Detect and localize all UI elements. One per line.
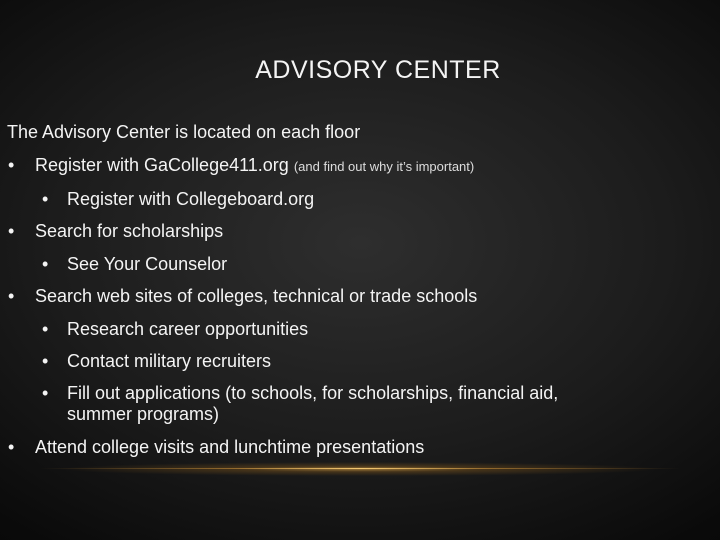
list-item [42, 351, 271, 372]
bullet-icon: • [42, 254, 49, 274]
bullet-icon: • [42, 319, 49, 339]
list-item [8, 286, 477, 307]
item-text: Research career opportunities [67, 319, 309, 339]
intro-text: The Advisory Center is located on each floor [7, 122, 361, 142]
list-item [8, 155, 474, 177]
list-item [42, 383, 558, 425]
bullet-icon: • [42, 383, 49, 403]
list-item [42, 319, 308, 340]
item-text: See Your Counselor [67, 254, 228, 274]
decorative-glow [60, 462, 660, 476]
list-item [8, 437, 424, 458]
bullet-icon: • [8, 155, 15, 175]
bullet-icon: • [8, 221, 15, 241]
item-text: Search web sites of colleges, technical or trade schools [35, 286, 478, 306]
item-text: Attend college visits and lunchtime presentations [35, 437, 425, 457]
item-text: Contact military recruiters [67, 351, 272, 371]
bullet-icon: • [8, 286, 15, 306]
item-text: Search for scholarships [35, 221, 224, 241]
item-note: (and find out why it’s important) [293, 159, 475, 174]
slide-title: ADVISORY CENTER [255, 56, 501, 84]
item-text: Register with GaCollege411.org [35, 155, 289, 175]
item-text: Fill out applications (to schools, for scholarships, financial aid, [67, 383, 559, 403]
list-item [42, 254, 227, 275]
list-item [8, 221, 223, 242]
bullet-icon: • [8, 437, 15, 457]
list-item [42, 189, 314, 210]
bullet-icon: • [42, 351, 49, 371]
item-text-continued: summer programs) [67, 404, 220, 424]
item-text: Register with Collegeboard.org [67, 189, 315, 209]
bullet-icon: • [42, 189, 49, 209]
decorative-divider [40, 468, 680, 469]
